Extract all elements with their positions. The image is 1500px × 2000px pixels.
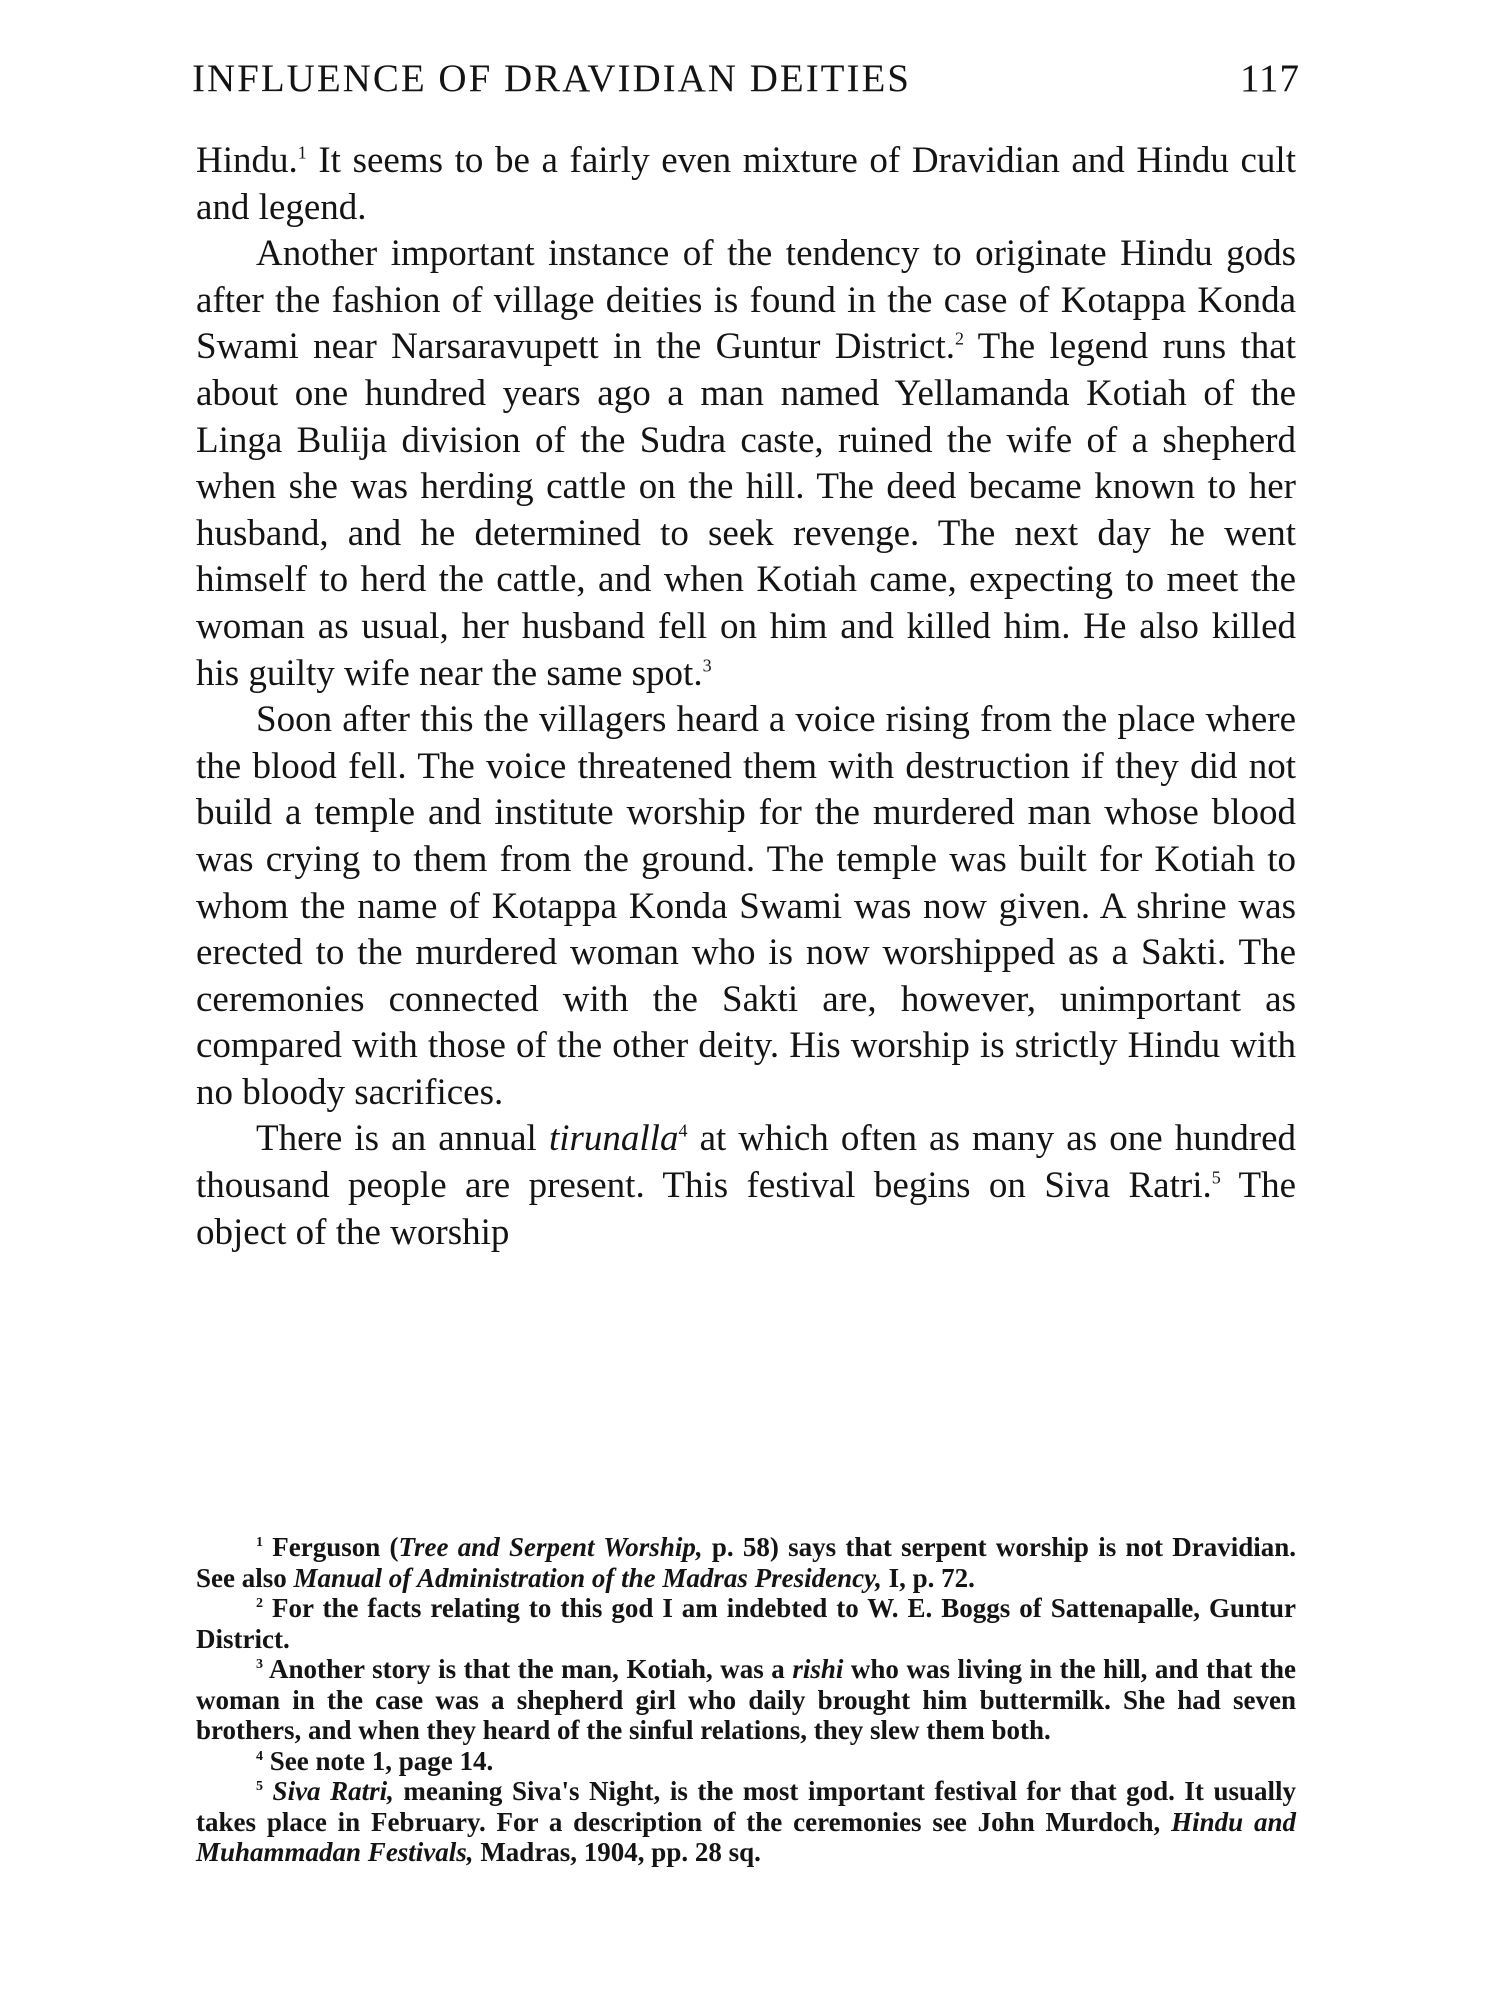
text-run: Hindu. bbox=[196, 140, 298, 181]
italic-text: tirunalla bbox=[548, 1118, 679, 1160]
footnote-marker: 3 bbox=[256, 1657, 263, 1672]
paragraph bbox=[196, 138, 1296, 231]
italic-text: Siva Ratri, bbox=[272, 1776, 394, 1806]
paragraph bbox=[196, 697, 1296, 1116]
footnote-marker: 2 bbox=[954, 329, 964, 350]
text-run: Ferguson ( bbox=[263, 1532, 399, 1562]
text-run: It seems to be a fairly even mixture of Dravidian and Hindu cult and legend. bbox=[196, 140, 1296, 228]
text-run: Madras, 1904, pp. 28 sq. bbox=[473, 1837, 761, 1867]
text-run: I, p. 72. bbox=[881, 1562, 975, 1593]
footnote-marker: 1 bbox=[297, 142, 307, 163]
text-run: p. 58) says that serpent worship is not Dravidian. See also bbox=[196, 1532, 1296, 1593]
footnote bbox=[196, 1593, 1296, 1654]
page-number: 117 bbox=[1239, 57, 1300, 100]
footnote-marker: 3 bbox=[702, 655, 712, 676]
footnote bbox=[196, 1776, 1296, 1868]
footnote-marker: 4 bbox=[678, 1121, 688, 1142]
italic-text: Hindu and Muhammadan Festivals, bbox=[196, 1806, 1296, 1867]
paragraph bbox=[196, 231, 1296, 697]
italic-text: Manual of Administration of the Madras Presidency, bbox=[293, 1562, 882, 1593]
italic-text: rishi bbox=[792, 1654, 844, 1684]
text-run bbox=[263, 1776, 273, 1806]
text-run: Soon after this the villagers heard a voice rising from the place where the blood fell. The voice threatened them with destruction if they did not build a temple and institute worship for the murdered man whose blood was crying to them from the ground. The temple was built for Kotiah to whom the name of Kotappa Konda Swami was now given. A shrine was erected to the murdered woman who is now worshipped as a Sakti. The ceremonies connected with the Sakti are, however, unimportant as compared with those of the other deity. His worship is strictly Hindu with no bloody sacrifices. bbox=[196, 699, 1296, 1113]
footnote bbox=[196, 1532, 1296, 1593]
running-title: INFLUENCE OF DRAVIDIAN DEITIES bbox=[192, 57, 912, 100]
text-run: meaning Siva's Night, is the most important festival for that god. It usually takes place in February. For a description of the ceremonies see John Murdoch, bbox=[196, 1776, 1297, 1837]
footnote bbox=[196, 1654, 1296, 1746]
body-text bbox=[196, 138, 1296, 1256]
text-run: See note 1, page 14. bbox=[263, 1745, 494, 1776]
text-run: at which often as many as one hundred thousand people are present. This festival begins on Siva Ratri. bbox=[196, 1118, 1296, 1207]
text-run: Another important instance of the tendency to originate Hindu gods after the fashion of village deities is found in the case of Kotappa Konda Swami near Narsaravupett in the Guntur District. bbox=[196, 233, 1296, 368]
footnote-marker: 4 bbox=[256, 1748, 263, 1764]
footnote-marker: 5 bbox=[1211, 1167, 1221, 1188]
text-run: For the facts relating to this god I am indebted to W. E. Boggs of Sattenapalle, Guntur District. bbox=[196, 1593, 1296, 1654]
text-run: Another story is that the man, Kotiah, was a bbox=[263, 1654, 793, 1684]
footnote-marker: 1 bbox=[256, 1535, 263, 1550]
footnotes bbox=[196, 1532, 1296, 1868]
text-run: who was living in the hill, and that the woman in the case was a shepherd girl who daily brought him buttermilk. She had seven brothers, and when they heard of the sinful relations, they slew them both. bbox=[196, 1654, 1296, 1745]
footnote-marker: 5 bbox=[256, 1779, 263, 1794]
footnote bbox=[196, 1746, 1296, 1777]
running-header bbox=[192, 56, 1300, 106]
text-run: The legend runs that about one hundred years ago a man named Yellamanda Kotiah of the Linga Bulija division of the Sudra caste, ruined the wife of a shepherd when she was herding cattle on the hill. The deed became known to her husband, and he determined to seek revenge. The next day he went himself to herd the cattle, and when Kotiah came, expecting to meet the woman as usual, her husband fell on him and killed him. He also killed his guilty wife near the same spot. bbox=[196, 326, 1296, 694]
italic-text: Tree and Serpent Worship, bbox=[398, 1532, 703, 1562]
paragraph bbox=[196, 1116, 1296, 1256]
text-run: There is an annual bbox=[256, 1118, 549, 1160]
footnote-marker: 2 bbox=[256, 1596, 263, 1611]
text-run: The object of the worship bbox=[196, 1165, 1296, 1253]
